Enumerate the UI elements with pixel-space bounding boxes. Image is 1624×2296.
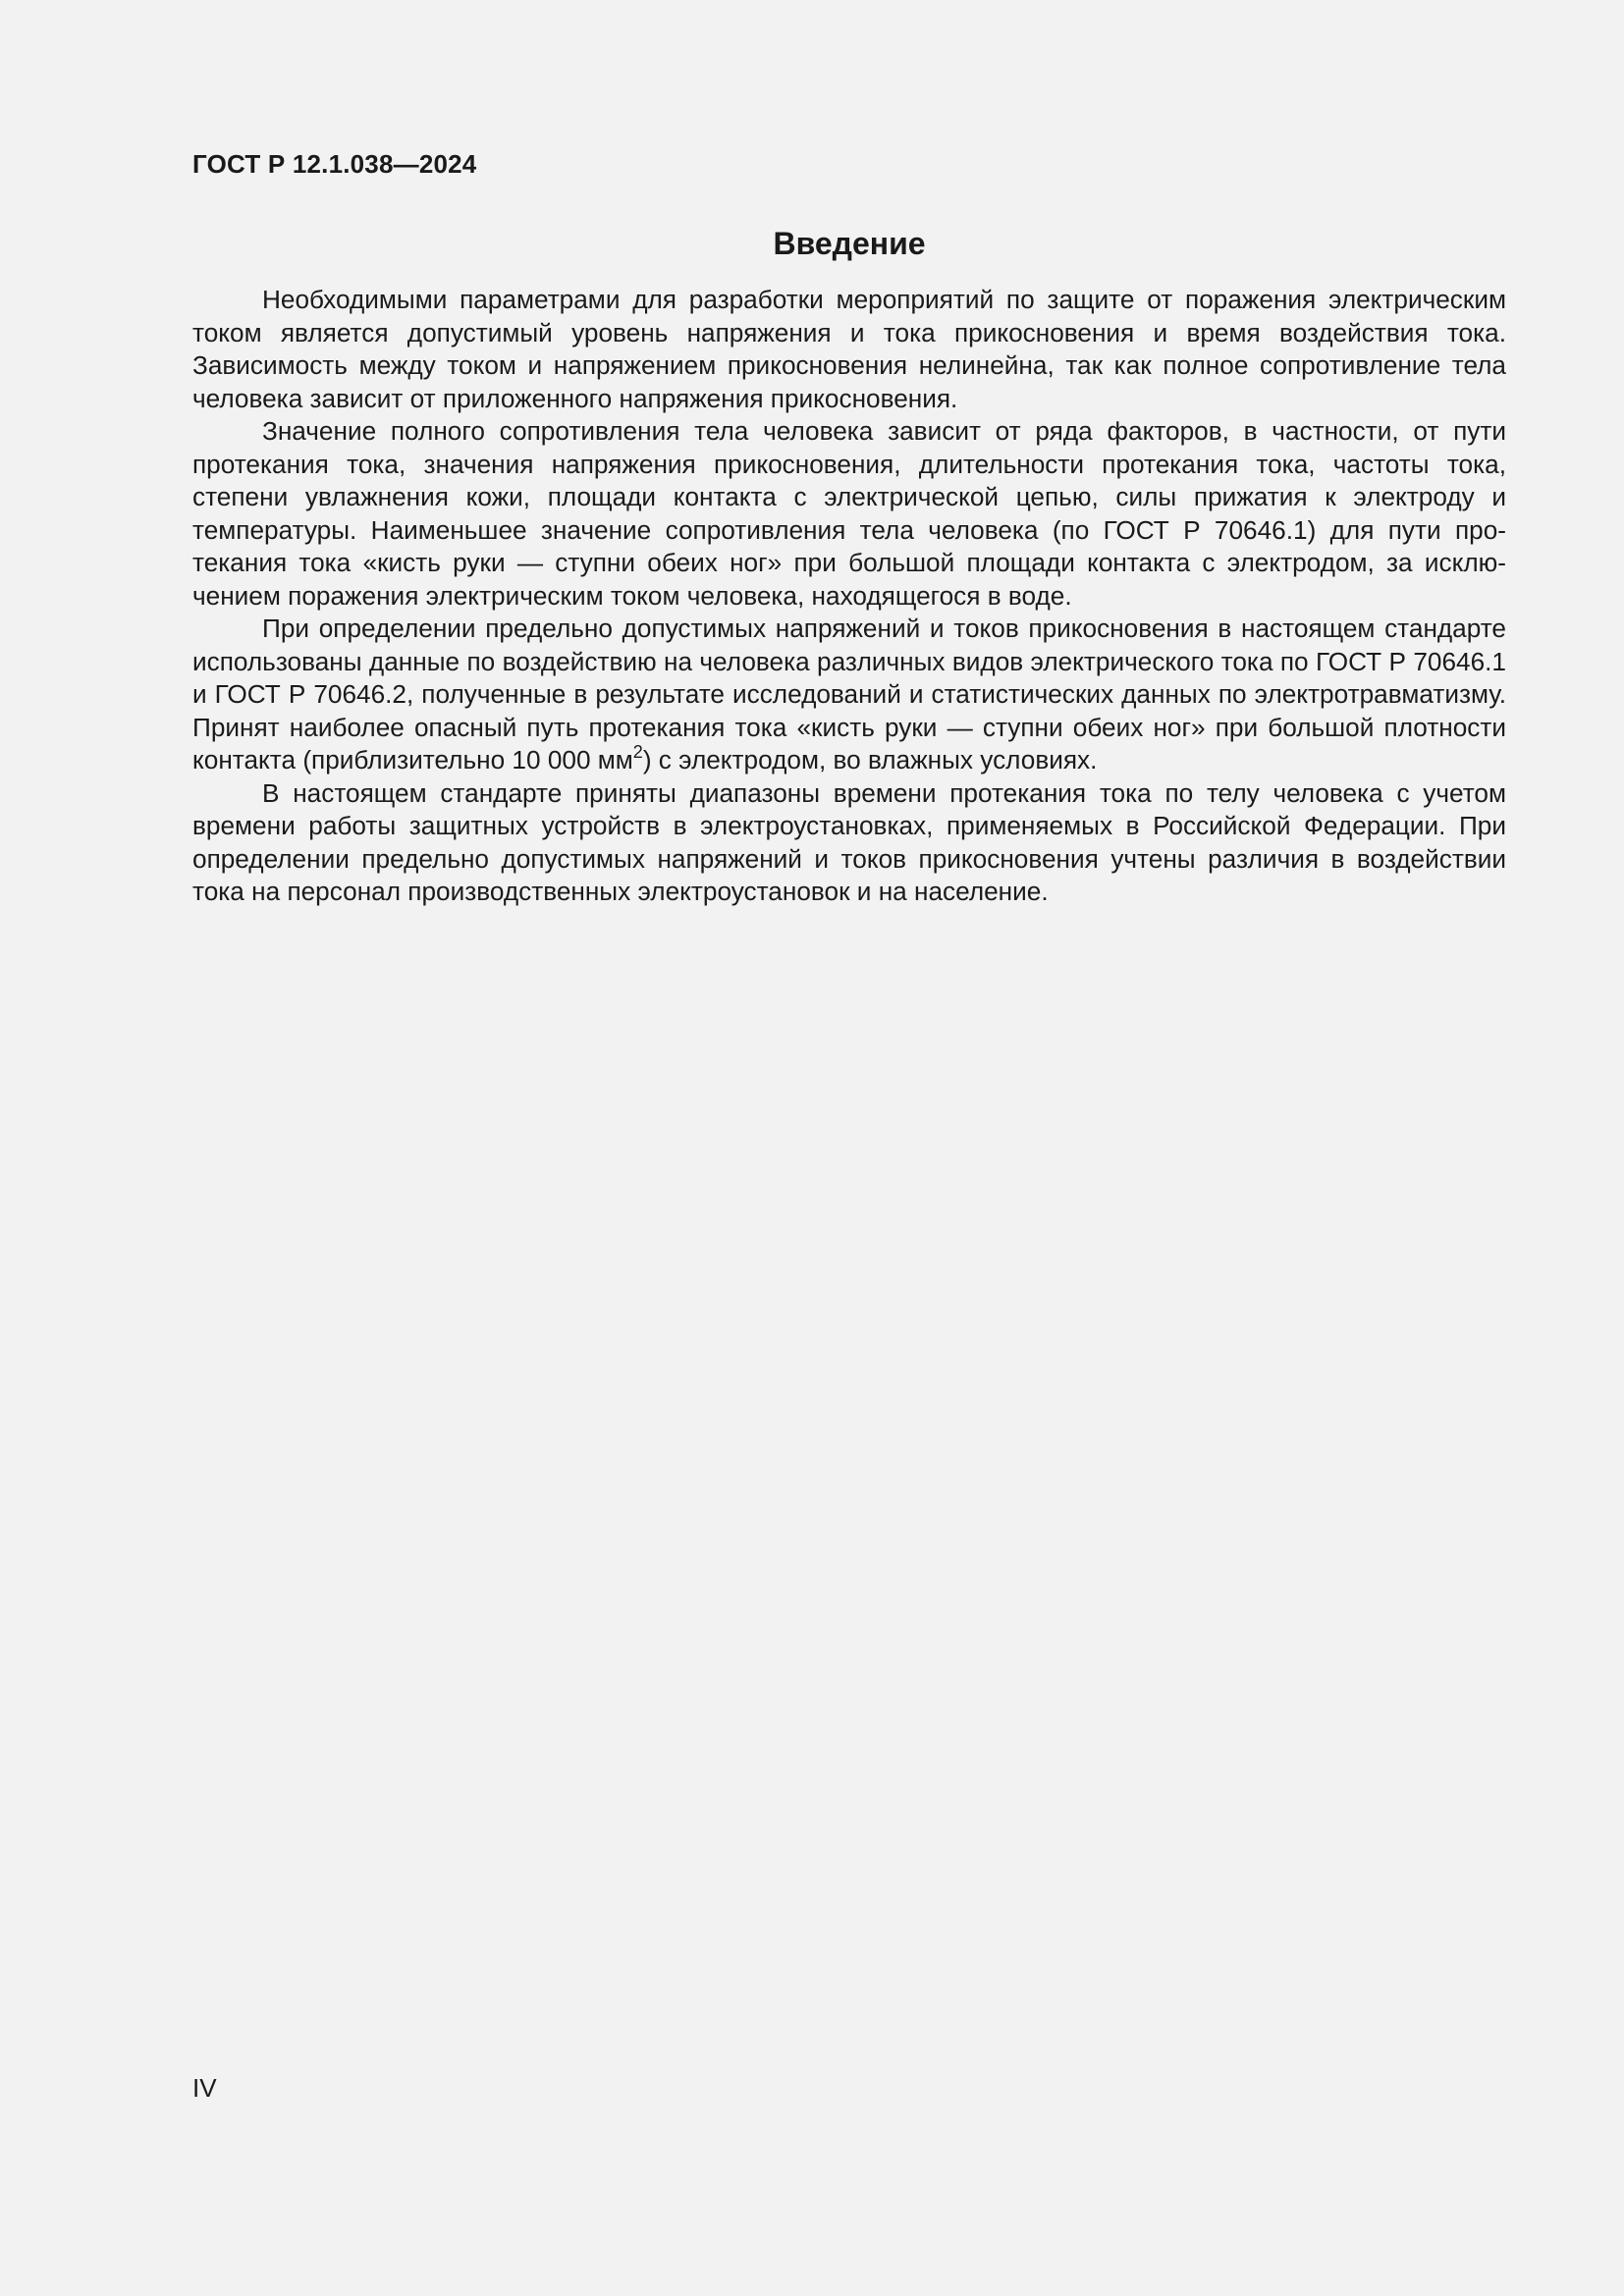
superscript-squared: 2 <box>632 742 643 762</box>
paragraph-2: Значение полного сопротивления тела человека зависит от ряда факторов, в частности, от пути протекания тока, значения напряжения прикосновения, длительности протекания тока, частоты тока, степени увлажнения кожи, площади контакта с электрической цепью, силы прижатия к электроду и температуры. Наименьшее значение сопротивления тела человека (по ГОСТ Р 70646.1) для пути протекания тока «кисть руки — ступни обеих ног» при большой площади контакта с электродом, за исключением поражения электрическим током человека, находящегося в воде. <box>192 416 1506 611</box>
section-title: Введение <box>773 226 926 261</box>
introduction-body <box>192 284 1506 909</box>
paragraph-3-text-after: ) с электродом, во влажных условиях. <box>642 745 1098 774</box>
paragraph-1: Необходимыми параметрами для разработки мероприятий по защите от поражения электрическим током является допустимый уровень напряжения и тока прикосновения и время воздействия тока. Зависимость между током и напряжением прикосновения нелинейна, так как полное сопротивление тела человека зависит от приложенного напряжения прикосновения. <box>192 285 1506 413</box>
page-number: IV <box>192 2073 217 2103</box>
document-code: ГОСТ Р 12.1.038—2024 <box>192 149 477 179</box>
paragraph-3-text-before: При определении предельно допустимых напряжений и токов прикосновения в настоящем стандарте использованы данные по воздействию на человека различных видов электрического тока по ГОСТ Р 70646.1 и ГОСТ Р 70646.2, полученные в результате исследований и статистических данных по электротравматизму. Принят наиболее опасный путь протекания тока «кисть руки — ступни обеих ног» при большой плотности контакта (приблизительно 10 000 мм <box>192 614 1506 774</box>
paragraph-3 <box>192 613 1506 777</box>
paragraph-4: В настоящем стандарте приняты диапазоны времени протекания тока по телу человека с учетом времени работы защитных устройств в электроустановках, применяемых в Российской Федерации. При определении предельно допустимых напряжений и токов прикосновения учтены различия в воздействии тока на персонал производственных электроустановок и на население. <box>192 777 1506 906</box>
